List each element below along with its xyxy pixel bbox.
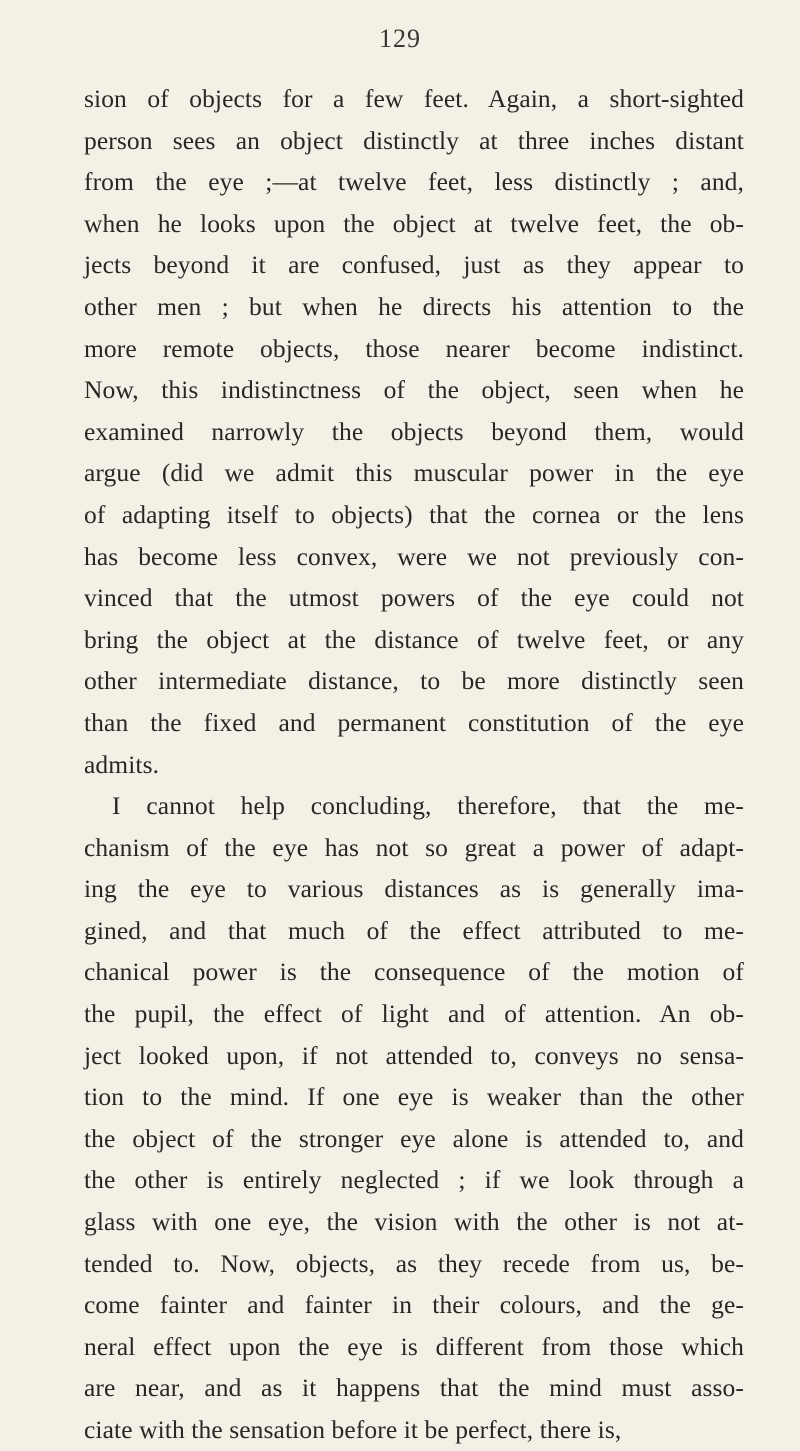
text-line: jects beyond it are confused, just as they appear to	[84, 250, 744, 280]
text-line: than the fixed and permanent constitution of the eye	[84, 707, 744, 737]
text-line: the object of the stronger eye alone is attended to, and	[84, 1123, 744, 1153]
text-line: has become less convex, were we not previously con-	[84, 541, 744, 571]
text-line: I cannot help concluding, therefore, that the me-	[112, 791, 744, 821]
text-line: come fainter and fainter in their colours, and the ge-	[84, 1290, 744, 1320]
text-line: the pupil, the effect of light and of attention. An ob-	[84, 999, 744, 1029]
text-line: the other is entirely neglected ; if we look through a	[84, 1165, 744, 1195]
text-line: chanism of the eye has not so great a power of adapt-	[84, 832, 744, 862]
text-line: tended to. Now, objects, as they recede from us, be-	[84, 1248, 744, 1278]
text-line: of adapting itself to objects) that the cornea or the lens	[84, 499, 744, 529]
text-line: tion to the mind. If one eye is weaker than the other	[84, 1082, 744, 1112]
text-line: glass with one eye, the vision with the other is not at-	[84, 1207, 744, 1237]
text-line: when he looks upon the object at twelve feet, the ob-	[84, 208, 744, 238]
text-line: bring the object at the distance of twelve feet, or any	[84, 624, 744, 654]
body-text	[84, 78, 744, 1451]
text-line: person sees an object distinctly at three inches distant	[84, 125, 744, 155]
page-number: 129	[379, 24, 421, 53]
text-line: from the eye ;—at twelve feet, less distinctly ; and,	[84, 167, 744, 197]
text-line: vinced that the utmost powers of the eye could not	[84, 583, 744, 613]
text-line: examined narrowly the objects beyond them, would	[84, 416, 744, 446]
text-line: gined, and that much of the effect attributed to me-	[84, 915, 744, 945]
text-line: other intermediate distance, to be more distinctly seen	[84, 666, 744, 696]
text-line: Now, this indistinctness of the object, seen when he	[84, 375, 744, 405]
text-line: argue (did we admit this muscular power in the eye	[84, 458, 744, 488]
text-line: ciate with the sensation before it be perfect, there is,	[84, 1415, 622, 1444]
text-line: other men ; but when he directs his attention to the	[84, 291, 744, 321]
text-line: admits.	[84, 749, 160, 779]
text-line: sion of objects for a few feet. Again, a short-sighted	[84, 84, 744, 113]
text-line: more remote objects, those nearer become indistinct.	[84, 333, 744, 363]
text-line: ing the eye to various distances as is generally ima-	[84, 874, 744, 904]
text-line: are near, and as it happens that the mind must asso-	[84, 1373, 744, 1403]
text-line: chanical power is the consequence of the motion of	[84, 957, 744, 987]
text-line: neral effect upon the eye is different from those which	[84, 1331, 744, 1361]
text-line: ject looked upon, if not attended to, conveys no sensa-	[84, 1040, 744, 1070]
